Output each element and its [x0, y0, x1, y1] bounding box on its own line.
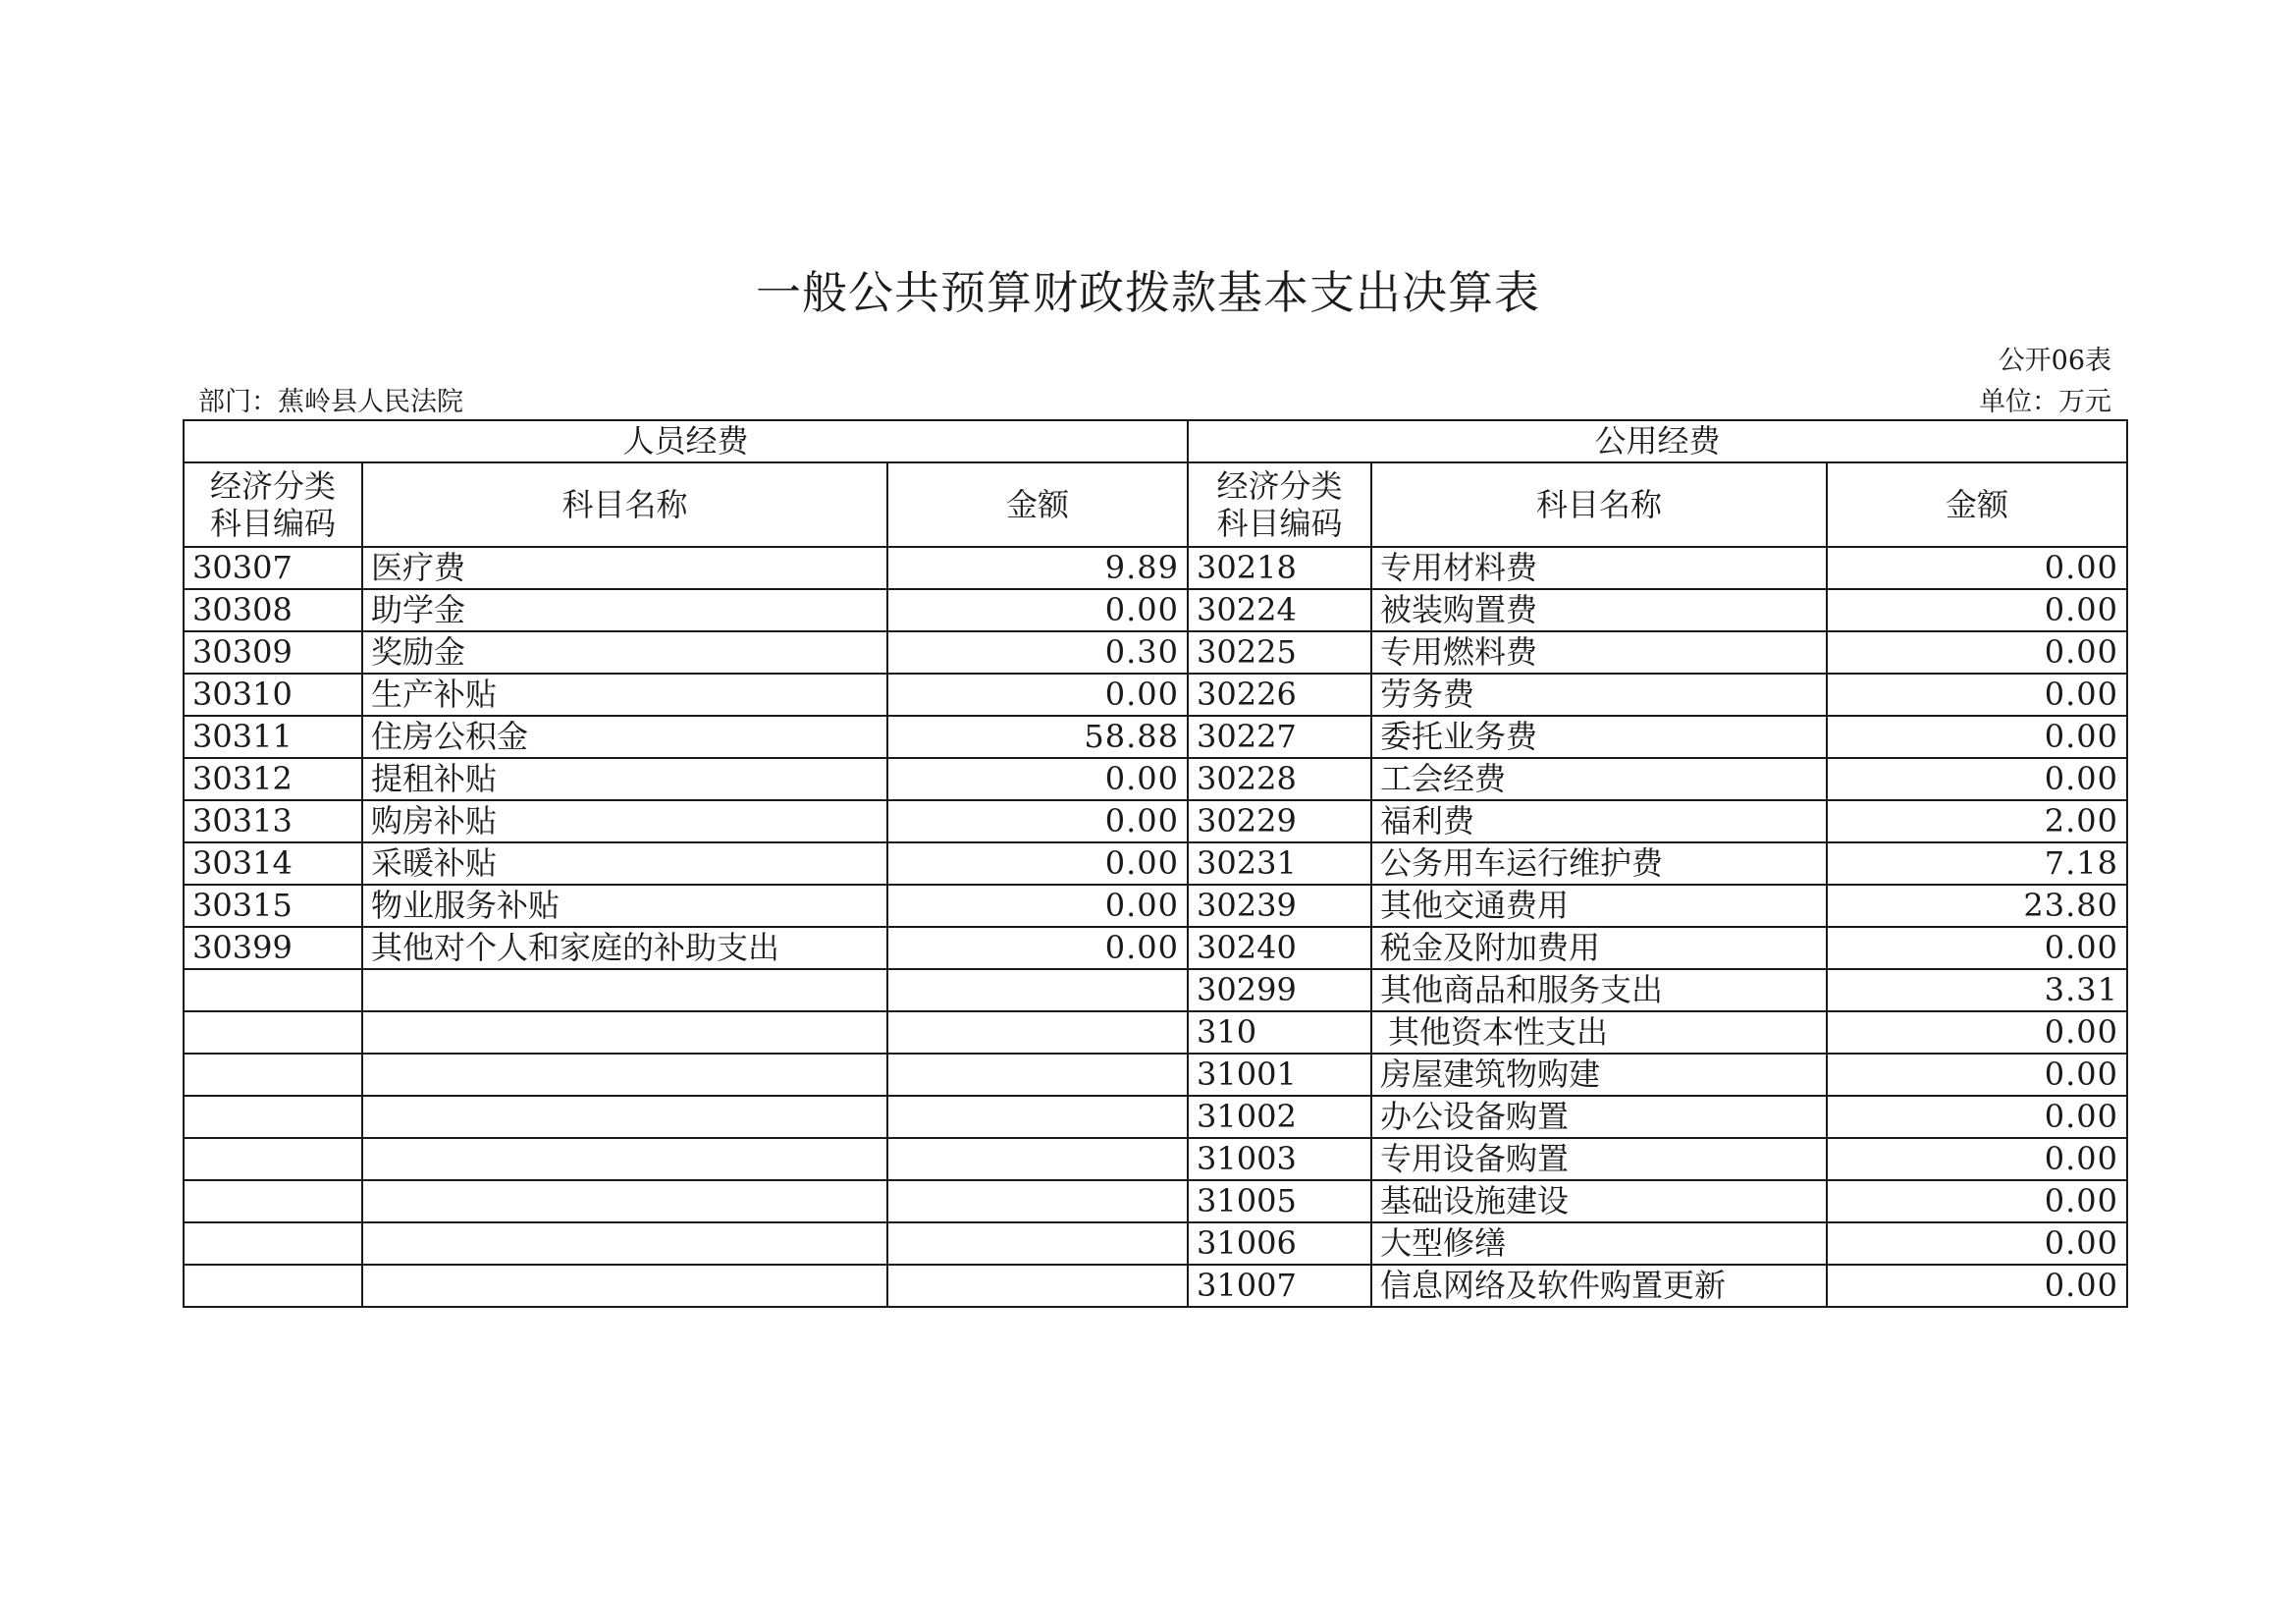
- left-amount-cell: 9.89: [887, 547, 1188, 589]
- right-code-cell: 31001: [1188, 1054, 1371, 1096]
- left-amount-cell: 58.88: [887, 716, 1188, 758]
- right-amount-cell: 0.00: [1827, 589, 2127, 631]
- right-amount-cell: 3.31: [1827, 969, 2127, 1011]
- right-name-cell: 公务用车运行维护费: [1371, 842, 1827, 885]
- header-name-right: 科目名称: [1371, 462, 1827, 547]
- left-amount-cell: 0.00: [887, 674, 1188, 716]
- table-row: [184, 969, 2127, 1011]
- right-name-cell: 税金及附加费用: [1371, 927, 1827, 969]
- left-amount-cell: [887, 1265, 1188, 1307]
- left-name-cell: 其他对个人和家庭的补助支出: [362, 927, 887, 969]
- left-name-cell: 奖励金: [362, 631, 887, 674]
- left-name-cell: 医疗费: [362, 547, 887, 589]
- left-amount-cell: 0.00: [887, 589, 1188, 631]
- header-code-left: 经济分类科目编码: [184, 462, 362, 547]
- right-name-cell: 其他交通费用: [1371, 885, 1827, 927]
- left-name-cell: [362, 969, 887, 1011]
- right-name-cell: 信息网络及软件购置更新: [1371, 1265, 1827, 1307]
- left-name-cell: [362, 1180, 887, 1222]
- right-amount-cell: 0.00: [1827, 1265, 2127, 1307]
- left-name-cell: [362, 1138, 887, 1180]
- right-amount-cell: 7.18: [1827, 842, 2127, 885]
- page-title: 一般公共预算财政拨款基本支出决算表: [756, 266, 1540, 319]
- table-row: [184, 927, 2127, 969]
- right-name-cell: 基础设施建设: [1371, 1180, 1827, 1222]
- left-name-cell: 购房补贴: [362, 800, 887, 842]
- left-code-cell: 30315: [184, 885, 362, 927]
- left-code-cell: [184, 1180, 362, 1222]
- right-name-cell: 其他资本性支出: [1371, 1011, 1827, 1054]
- right-code-cell: 30231: [1188, 842, 1371, 885]
- table-row: [184, 1096, 2127, 1138]
- right-amount-cell: 0.00: [1827, 1096, 2127, 1138]
- left-amount-cell: [887, 1054, 1188, 1096]
- right-code-cell: 31007: [1188, 1265, 1371, 1307]
- left-amount-cell: 0.00: [887, 842, 1188, 885]
- left-name-cell: [362, 1265, 887, 1307]
- right-amount-cell: 0.00: [1827, 674, 2127, 716]
- section-public: 公用经费: [1188, 420, 2127, 462]
- table-row: [184, 589, 2127, 631]
- left-amount-cell: 0.30: [887, 631, 1188, 674]
- right-amount-cell: 23.80: [1827, 885, 2127, 927]
- right-code-cell: 30225: [1188, 631, 1371, 674]
- right-code-cell: 31006: [1188, 1222, 1371, 1265]
- header-amount-left: 金额: [887, 462, 1188, 547]
- right-name-cell: 专用燃料费: [1371, 631, 1827, 674]
- right-name-cell: 房屋建筑物购建: [1371, 1054, 1827, 1096]
- table-row: [184, 1265, 2127, 1307]
- left-name-cell: 提租补贴: [362, 758, 887, 800]
- right-code-cell: 30227: [1188, 716, 1371, 758]
- left-code-cell: [184, 1265, 362, 1307]
- right-name-cell: 工会经费: [1371, 758, 1827, 800]
- table-row: [184, 1054, 2127, 1096]
- right-amount-cell: 0.00: [1827, 758, 2127, 800]
- left-code-cell: [184, 1011, 362, 1054]
- left-amount-cell: [887, 1011, 1188, 1054]
- header-code-right: 经济分类科目编码: [1188, 462, 1371, 547]
- right-name-cell: 劳务费: [1371, 674, 1827, 716]
- left-name-cell: [362, 1011, 887, 1054]
- left-amount-cell: 0.00: [887, 758, 1188, 800]
- left-code-cell: [184, 1054, 362, 1096]
- right-code-cell: 30240: [1188, 927, 1371, 969]
- right-code-cell: 30228: [1188, 758, 1371, 800]
- left-name-cell: [362, 1222, 887, 1265]
- table-row: [184, 1180, 2127, 1222]
- right-name-cell: 委托业务费: [1371, 716, 1827, 758]
- right-name-cell: 专用材料费: [1371, 547, 1827, 589]
- form-number: 公开06表: [1998, 346, 2111, 376]
- table-row: [184, 842, 2127, 885]
- right-code-cell: 30218: [1188, 547, 1371, 589]
- right-code-cell: 30299: [1188, 969, 1371, 1011]
- right-amount-cell: 0.00: [1827, 1180, 2127, 1222]
- table-row: [184, 800, 2127, 842]
- table-row: [184, 547, 2127, 589]
- left-code-cell: 30314: [184, 842, 362, 885]
- right-code-cell: 31002: [1188, 1096, 1371, 1138]
- left-name-cell: [362, 1054, 887, 1096]
- left-name-cell: 住房公积金: [362, 716, 887, 758]
- left-code-cell: [184, 1138, 362, 1180]
- left-code-cell: 30313: [184, 800, 362, 842]
- right-amount-cell: 0.00: [1827, 1011, 2127, 1054]
- unit-label: 单位：万元: [1979, 387, 2111, 417]
- left-code-cell: 30307: [184, 547, 362, 589]
- left-code-cell: [184, 1222, 362, 1265]
- left-name-cell: 物业服务补贴: [362, 885, 887, 927]
- left-code-cell: 30310: [184, 674, 362, 716]
- right-code-cell: 30239: [1188, 885, 1371, 927]
- left-amount-cell: [887, 1096, 1188, 1138]
- left-code-cell: 30312: [184, 758, 362, 800]
- right-name-cell: 被装购置费: [1371, 589, 1827, 631]
- left-name-cell: 助学金: [362, 589, 887, 631]
- right-amount-cell: 0.00: [1827, 1138, 2127, 1180]
- left-code-cell: 30309: [184, 631, 362, 674]
- table-row: [184, 885, 2127, 927]
- left-amount-cell: 0.00: [887, 800, 1188, 842]
- header-name-left: 科目名称: [362, 462, 887, 547]
- expenditure-table: [183, 419, 2128, 1308]
- left-amount-cell: [887, 1222, 1188, 1265]
- right-code-cell: 30226: [1188, 674, 1371, 716]
- table-row: [184, 1222, 2127, 1265]
- right-code-cell: 310: [1188, 1011, 1371, 1054]
- right-amount-cell: 2.00: [1827, 800, 2127, 842]
- right-amount-cell: 0.00: [1827, 716, 2127, 758]
- left-amount-cell: 0.00: [887, 927, 1188, 969]
- table-row: [184, 716, 2127, 758]
- left-code-cell: 30399: [184, 927, 362, 969]
- header-amount-right: 金额: [1827, 462, 2127, 547]
- right-code-cell: 30229: [1188, 800, 1371, 842]
- left-amount-cell: [887, 1138, 1188, 1180]
- left-amount-cell: [887, 969, 1188, 1011]
- section-header-row: [184, 420, 2127, 462]
- left-name-cell: 生产补贴: [362, 674, 887, 716]
- right-name-cell: 专用设备购置: [1371, 1138, 1827, 1180]
- right-amount-cell: 0.00: [1827, 1054, 2127, 1096]
- right-code-cell: 31005: [1188, 1180, 1371, 1222]
- right-amount-cell: 0.00: [1827, 547, 2127, 589]
- right-code-cell: 31003: [1188, 1138, 1371, 1180]
- left-code-cell: 30311: [184, 716, 362, 758]
- right-name-cell: 大型修缮: [1371, 1222, 1827, 1265]
- section-personnel: 人员经费: [184, 420, 1188, 462]
- column-header-row: [184, 462, 2127, 547]
- right-name-cell: 其他商品和服务支出: [1371, 969, 1827, 1011]
- left-code-cell: [184, 969, 362, 1011]
- left-amount-cell: [887, 1180, 1188, 1222]
- right-amount-cell: 0.00: [1827, 927, 2127, 969]
- left-name-cell: 采暖补贴: [362, 842, 887, 885]
- table-row: [184, 1138, 2127, 1180]
- right-code-cell: 30224: [1188, 589, 1371, 631]
- right-amount-cell: 0.00: [1827, 631, 2127, 674]
- table-row: [184, 631, 2127, 674]
- right-name-cell: 福利费: [1371, 800, 1827, 842]
- right-name-cell: 办公设备购置: [1371, 1096, 1827, 1138]
- right-amount-cell: 0.00: [1827, 1222, 2127, 1265]
- left-amount-cell: 0.00: [887, 885, 1188, 927]
- left-code-cell: 30308: [184, 589, 362, 631]
- table-row: [184, 758, 2127, 800]
- left-name-cell: [362, 1096, 887, 1138]
- table-row: [184, 1011, 2127, 1054]
- left-code-cell: [184, 1096, 362, 1138]
- department-label: 部门：蕉岭县人民法院: [198, 387, 463, 417]
- table-row: [184, 674, 2127, 716]
